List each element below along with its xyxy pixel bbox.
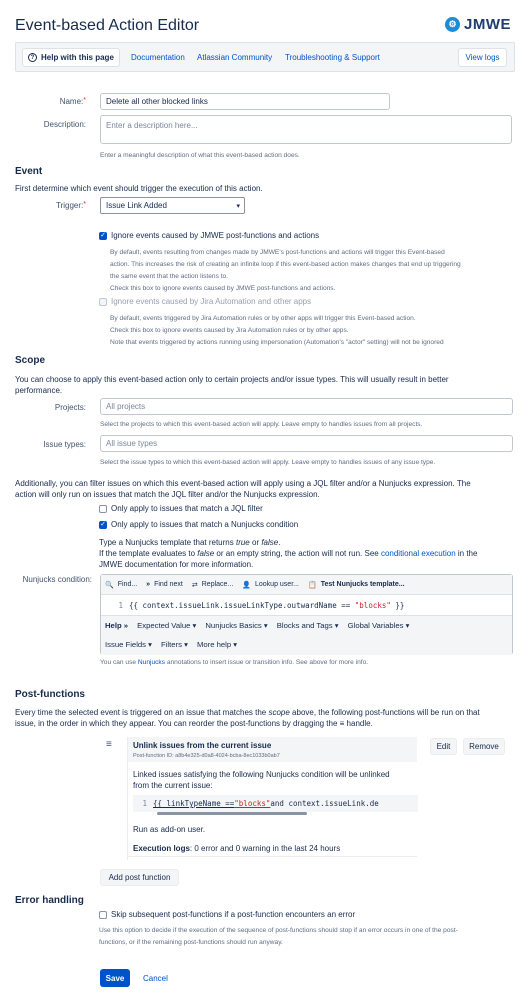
community-link[interactable]: Atlassian Community (197, 53, 273, 62)
code-text (129, 601, 404, 610)
question-icon: ? (28, 53, 37, 62)
postfunctions-intro (15, 707, 480, 729)
jmwe-logo (445, 16, 511, 33)
help-with-page-label: Help with this page (41, 53, 114, 62)
desc-line: Linked issues satisfying the following Nunjucks condition will be unlinked (133, 770, 390, 779)
name-input[interactable]: Delete all other blocked links (100, 93, 390, 110)
skip-row (99, 910, 355, 919)
help-line: Use this option to decide if the execution of the sequence of post-functions should stop if an error occurs in one of the post- (99, 927, 458, 934)
ignore-auto-row (99, 297, 311, 306)
required-marker: * (83, 201, 86, 208)
issue-types-label: Issue types: (43, 440, 86, 449)
nunjucks-condition-label: Nunjucks condition: (22, 575, 92, 584)
ignore-automation-checkbox[interactable] (99, 298, 107, 306)
template-help (99, 537, 477, 570)
text: Every time the selected event is triggered on an issue that matches the (15, 708, 269, 717)
postfunction-code (133, 795, 418, 812)
help-line: the same event that the action listens to. (110, 273, 229, 280)
text: More help (196, 640, 232, 649)
text: or (249, 538, 262, 547)
skip-label: Skip subsequent post-functions if a post-function encounters an error (111, 910, 356, 919)
replace-label: Replace... (201, 581, 234, 588)
projects-help: Select the projects to which this event-based action will apply. Leave empty to handles issues from all projects. (100, 421, 423, 428)
text: Help (105, 621, 122, 630)
postfunction-description (133, 769, 390, 791)
blocks-tags-dropdown[interactable]: Blocks and Tags ▾ (276, 621, 339, 630)
text: If the template evaluates to (99, 549, 198, 558)
help-line: Check this box to ignore events caused by Jira Automation rules or by other apps. (110, 327, 349, 334)
text: in the (455, 549, 478, 558)
template-help-line2 (99, 548, 477, 559)
name-label-text: Name: (59, 97, 84, 106)
find-button[interactable] (105, 581, 137, 589)
global-variables-dropdown[interactable]: Global Variables ▾ (347, 621, 410, 630)
filter-intro-line: Additionally, you can filter issues on which this event-based action will apply using a JQL filter and/or a Nunjucks expression. The (15, 479, 471, 488)
projects-input[interactable] (100, 398, 513, 415)
save-button[interactable]: Save (100, 969, 130, 987)
line-number: 1 (142, 799, 147, 808)
more-help-dropdown[interactable]: More help ▾ (196, 640, 238, 649)
nunjucks-checkbox[interactable]: ✓ (100, 520, 106, 528)
editor-toolbar (101, 575, 512, 595)
conditional-execution-link[interactable]: conditional execution (380, 549, 456, 558)
issue-types-help: Select the issue types to which this event-based action will apply. Leave empty to handles issues of any issue type. (100, 459, 436, 466)
nunjucks-editor[interactable] (100, 574, 513, 655)
ignore-automation-label: Ignore events caused by Jira Automation and other apps (111, 297, 312, 306)
jmwe-logo-text: JMWE (464, 16, 511, 33)
run-as-text: Run as add-on user. (133, 825, 206, 834)
test-label: Test Nunjucks template... (320, 581, 405, 588)
ignore-jmwe-row (99, 231, 319, 240)
help-menu-row2 (105, 640, 237, 649)
clipboard-icon: 📋 (307, 581, 317, 589)
view-logs-button[interactable]: View logs (458, 48, 507, 67)
scope-intro (15, 374, 449, 396)
help-line: Note that events triggered by actions running using impersonation (Automation's "actor" setting) will not be ignored (110, 339, 444, 346)
text: annotations to insert issue or transition info. See above for more info. (165, 659, 369, 666)
required-marker: * (83, 97, 86, 104)
trigger-label-text: Trigger: (56, 201, 84, 210)
postfunctions-intro-line1 (15, 707, 480, 718)
nunjucks-basics-dropdown[interactable]: Nunjucks Basics ▾ (205, 621, 268, 630)
find-next-label: Find next (154, 581, 183, 588)
lookup-user-button[interactable] (242, 581, 299, 589)
help-with-page-button[interactable] (22, 48, 120, 67)
postfunction-title: Unlink issues from the current issue (133, 741, 272, 750)
page-title: Event-based Action Editor (15, 17, 200, 34)
logs-value: : 0 error and 0 warning in the last 24 hours (189, 844, 341, 853)
help-line: action. This increases the risk of creating an infinite loop if this event-based action makes changes that end up triggering (110, 261, 461, 268)
logs-label: Execution logs (133, 844, 190, 853)
code-part: {{ linkTypeName == (153, 799, 235, 808)
help-line: Check this box to ignore events caused by JMWE post-functions and actions. (110, 285, 336, 292)
issue-types-placeholder: All issue types (106, 439, 158, 448)
issue-types-input[interactable] (100, 435, 513, 452)
jql-checkbox[interactable] (99, 505, 107, 513)
user-icon: 👤 (242, 581, 251, 589)
expected-value-dropdown[interactable]: Expected Value ▾ (137, 621, 197, 630)
cancel-link[interactable]: Cancel (143, 974, 168, 983)
replace-icon: ⇄ (191, 581, 198, 589)
find-label: Find... (117, 581, 138, 588)
code-string: "blocks" (354, 600, 391, 610)
code-part: }} (390, 600, 405, 610)
text: Global Variables (347, 621, 404, 630)
replace-button[interactable] (192, 581, 233, 589)
help-line: By default, events resulting from changes made by JMWE's post-functions and actions will trigger this Event-based (110, 249, 445, 256)
code-scrollbar[interactable] (157, 812, 307, 815)
text: Type a Nunjucks template that returns (99, 538, 236, 547)
search-icon: 🔍 (105, 581, 114, 589)
filter-intro (15, 478, 471, 500)
ignore-jmwe-help (110, 247, 461, 295)
description-input[interactable] (100, 115, 512, 144)
editor-help-menu (101, 615, 512, 655)
text: Issue Fields (105, 640, 147, 649)
nunjucks-checkbox-label: Only apply to issues that match a Nunjucks condition (111, 520, 299, 529)
description-label: Description: (43, 120, 86, 129)
error-handling-heading: Error handling (15, 895, 84, 906)
projects-label: Projects: (54, 403, 86, 412)
ignore-jmwe-checkbox[interactable]: ✓ (100, 231, 106, 239)
help-line: By default, events triggered by Jira Automation rules or by other apps will trigger this Event-based action. (110, 315, 416, 322)
code-part: and context.issueLink.de (270, 799, 379, 808)
projects-placeholder: All projects (106, 402, 146, 411)
line-number: 1 (118, 600, 123, 610)
desc-line: from the current issue: (133, 781, 213, 790)
text: Expected Value (137, 621, 191, 630)
trigger-select-value: Issue Link Added (106, 201, 167, 210)
execution-logs (133, 844, 340, 853)
help-menu-row1 (105, 621, 409, 630)
text: . (278, 538, 281, 547)
text: scope (268, 708, 290, 717)
text: Filters (161, 640, 182, 649)
postfunction-id: Post-function ID: a8b4e325-d0a8-4024-bcba-8ec1033b0ab7 (133, 753, 280, 759)
description-placeholder: Enter a description here... (106, 121, 198, 130)
issue-fields-dropdown[interactable]: Issue Fields ▾ (105, 640, 153, 649)
code-string: "blocks" (234, 799, 271, 808)
text: false (261, 538, 279, 547)
nunjucks-row (99, 520, 298, 529)
scope-heading: Scope (15, 355, 46, 366)
jql-row (99, 504, 263, 513)
text: You can use (100, 659, 138, 666)
help-menu-label: Help » (105, 621, 129, 630)
ignore-jmwe-label: Ignore events caused by JMWE post-functions and actions (111, 231, 320, 240)
error-help (99, 925, 458, 949)
add-post-function-button[interactable]: Add post function (100, 869, 179, 886)
remove-button[interactable]: Remove (463, 738, 505, 755)
skip-checkbox[interactable] (99, 911, 107, 919)
lookup-label: Lookup user... (255, 581, 299, 588)
card-divider (127, 856, 417, 857)
support-link[interactable]: Troubleshooting & Support (285, 53, 380, 62)
test-template-button[interactable] (308, 581, 405, 589)
postfunctions-intro-line2: issue, in the order in which they appear. You can reorder the post-functions by dragging the ≡ handle. (15, 719, 373, 728)
find-next-button[interactable] (146, 581, 183, 588)
name-label (0, 97, 86, 106)
template-help-line1 (99, 537, 477, 548)
filters-dropdown[interactable]: Filters ▾ (161, 640, 188, 649)
nunjucks-link[interactable]: Nunjucks (137, 659, 166, 666)
editor-line[interactable] (101, 595, 512, 615)
scope-intro-line: You can choose to apply this event-based action only to certain projects and/or issue types. This will usually result in better (15, 375, 449, 384)
postfunctions-heading: Post-functions (15, 689, 85, 700)
text: or an empty string, the action will not run. See (214, 549, 381, 558)
template-help-line3: JMWE documentation for more information. (99, 560, 254, 569)
documentation-link[interactable]: Documentation (131, 53, 185, 62)
jmwe-logo-icon: ⚙ (445, 17, 460, 32)
text: Nunjucks Basics (205, 621, 262, 630)
scope-intro-line: performance. (15, 386, 63, 395)
trigger-select[interactable] (100, 197, 245, 214)
event-intro: First determine which event should trigger the execution of this action. (15, 184, 263, 193)
ignore-auto-help (110, 313, 444, 349)
filter-intro-line: action will only run on issues that match the JQL filter and/or the Nunjucks expression. (15, 490, 320, 499)
annotations-help (100, 659, 368, 666)
text: false (197, 549, 215, 558)
text: true (235, 538, 250, 547)
text: above, the following post-functions will be run on that (289, 708, 480, 717)
edit-button[interactable]: Edit (430, 738, 457, 755)
description-help: Enter a meaningful description of what this event-based action does. (100, 152, 300, 159)
text: Blocks and Tags (276, 621, 333, 630)
help-line: functions, or if the remaining post-functions should run anyway. (99, 939, 283, 946)
trigger-label (0, 201, 86, 210)
code-part: {{ context.issueLink.issueLinkType.outwardName == (129, 600, 355, 610)
double-chevron-icon: » (146, 581, 151, 588)
drag-handle-icon[interactable]: ≡ (106, 739, 112, 750)
chevron-down-icon: ▾ (236, 202, 240, 210)
event-heading: Event (15, 166, 43, 177)
jql-label: Only apply to issues that match a JQL filter (111, 504, 263, 513)
